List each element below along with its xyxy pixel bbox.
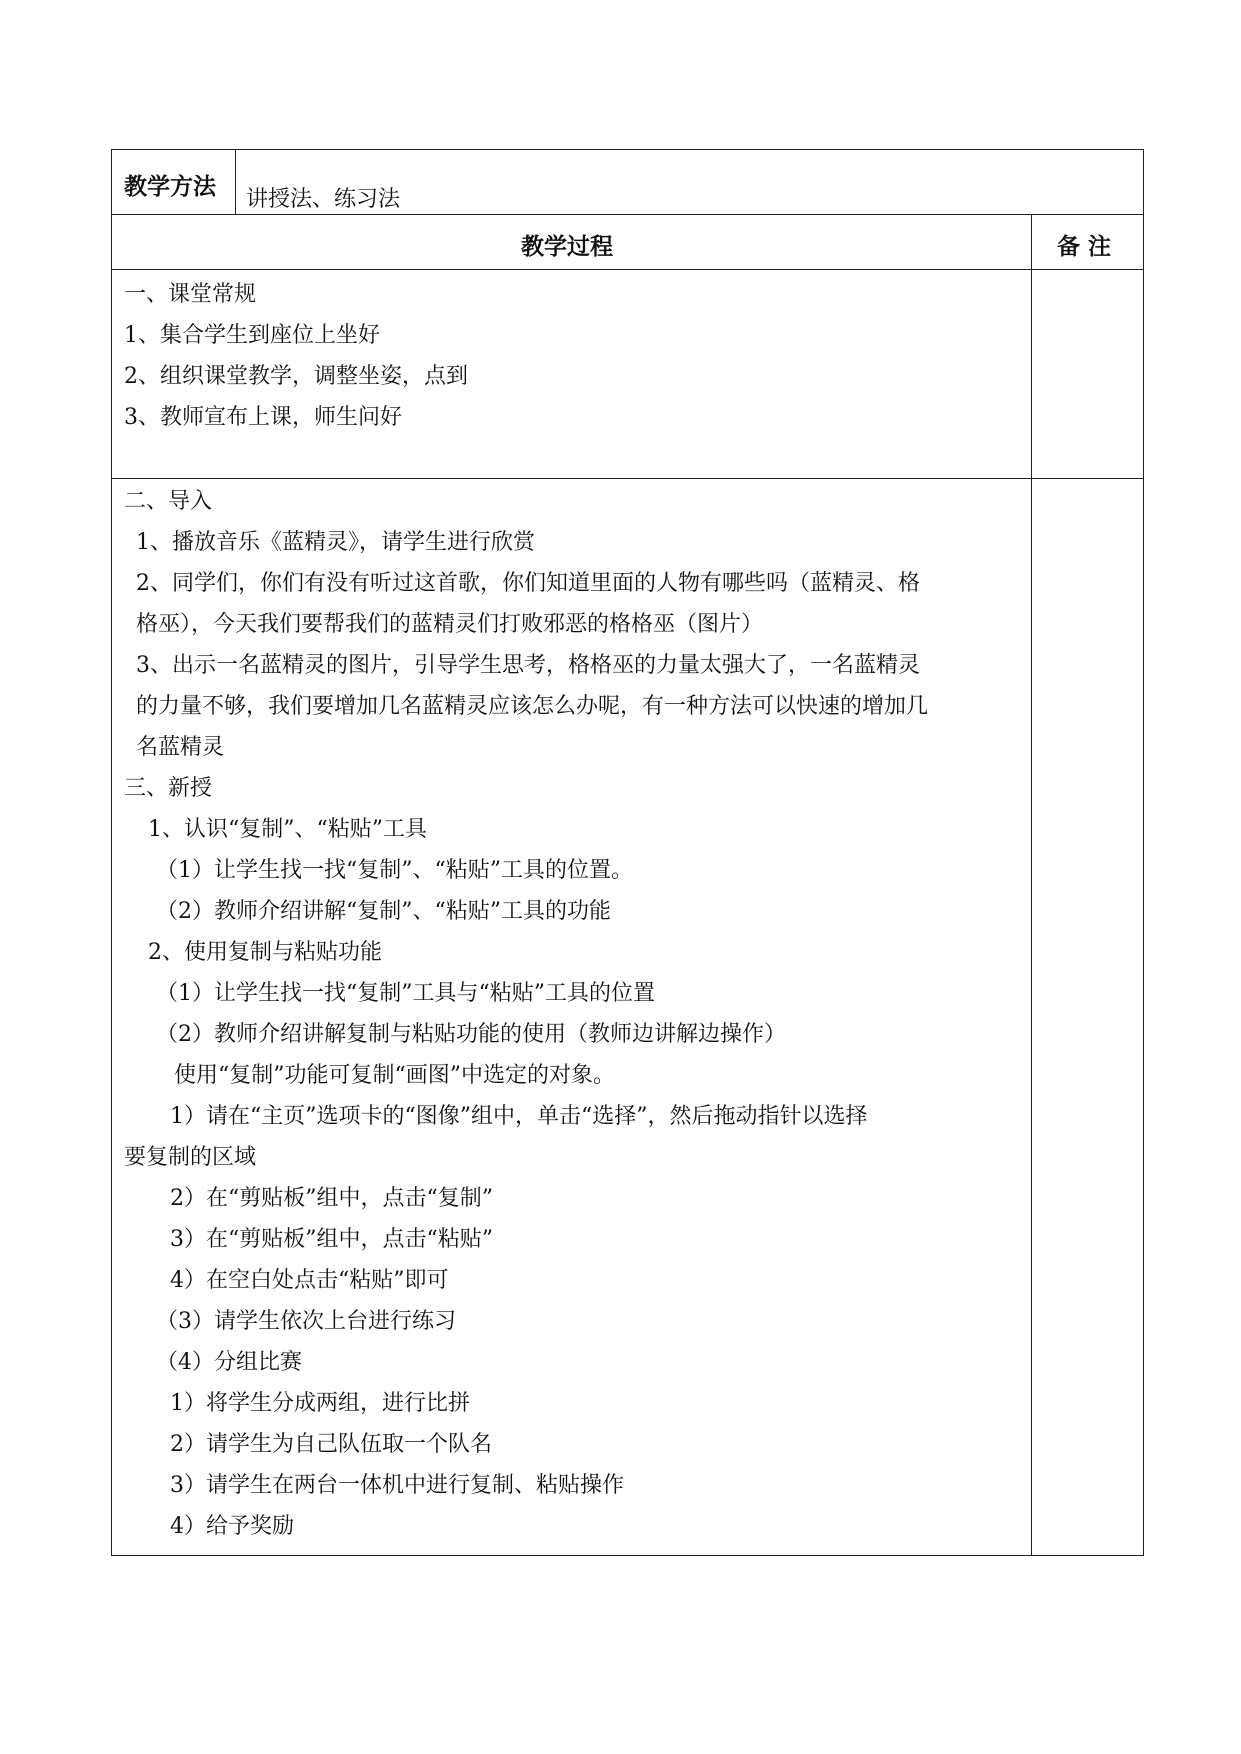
notes-heading: 备 注 — [1057, 233, 1112, 260]
method-column-divider — [235, 149, 236, 215]
routine-line: 2、组织课堂教学，调整坐姿，点到 — [124, 364, 468, 389]
body-line: 1、认识“复制”、“粘贴”工具 — [148, 817, 427, 842]
body-line: 的力量不够，我们要增加几名蓝精灵应该怎么办呢，有一种方法可以快速的增加几 — [136, 694, 929, 719]
body-line: 2、同学们，你们有没有听过这首歌，你们知道里面的人物有哪些吗（蓝精灵、格 — [136, 571, 920, 596]
body-line: （2）教师介绍讲解复制与粘贴功能的使用（教师边讲解边操作） — [156, 1022, 786, 1047]
body-line: 要复制的区域 — [124, 1145, 257, 1170]
row-divider-process — [111, 269, 1144, 270]
body-line: 1、播放音乐《蓝精灵》，请学生进行欣赏 — [136, 530, 535, 555]
body-line: 3）在“剪贴板”组中，点击“粘贴” — [170, 1227, 493, 1252]
body-line: 4）给予奖励 — [170, 1514, 294, 1539]
body-line: 4）在空白处点击“粘贴”即可 — [170, 1268, 449, 1293]
body-line: 三、新授 — [124, 776, 213, 801]
body-line: 二、导入 — [124, 489, 213, 514]
body-line: 1）将学生分成两组，进行比拼 — [170, 1391, 470, 1416]
body-line: 格巫），今天我们要帮我们的蓝精灵们打败邪恶的格格巫（图片） — [136, 612, 764, 637]
body-line: 2、使用复制与粘贴功能 — [148, 940, 382, 965]
body-line: 名蓝精灵 — [136, 735, 225, 760]
routine-line: 1、集合学生到座位上坐好 — [124, 323, 380, 348]
body-line: 3）请学生在两台一体机中进行复制、粘贴操作 — [170, 1473, 624, 1498]
notes-column-divider — [1031, 214, 1032, 1556]
body-line: 2）在“剪贴板”组中，点击“复制” — [170, 1186, 493, 1211]
body-line: （1）让学生找一找“复制”、“粘贴”工具的位置。 — [156, 858, 633, 883]
routine-line: 一、课堂常规 — [124, 282, 257, 307]
body-line: （1）让学生找一找“复制”工具与“粘贴”工具的位置 — [156, 981, 655, 1006]
body-line: （2）教师介绍讲解“复制”、“粘贴”工具的功能 — [156, 899, 611, 924]
body-line: （3）请学生依次上台进行练习 — [156, 1309, 456, 1334]
routine-line: 3、教师宣布上课，师生问好 — [124, 405, 402, 430]
teaching-method-label: 教学方法 — [124, 173, 216, 200]
body-line: 3、出示一名蓝精灵的图片，引导学生思考，格格巫的力量太强大了，一名蓝精灵 — [136, 653, 920, 678]
row-divider-section — [111, 478, 1144, 479]
body-line: （4）分组比赛 — [156, 1350, 302, 1375]
teaching-method-value: 讲授法、练习法 — [246, 187, 401, 212]
teaching-process-heading: 教学过程 — [521, 233, 613, 260]
body-line: 2）请学生为自己队伍取一个队名 — [170, 1432, 492, 1457]
body-line: 1）请在“主页”选项卡的“图像”组中，单击“选择”，然后拖动指针以选择 — [170, 1104, 868, 1129]
body-line: 使用“复制”功能可复制“画图”中选定的对象。 — [174, 1063, 615, 1088]
